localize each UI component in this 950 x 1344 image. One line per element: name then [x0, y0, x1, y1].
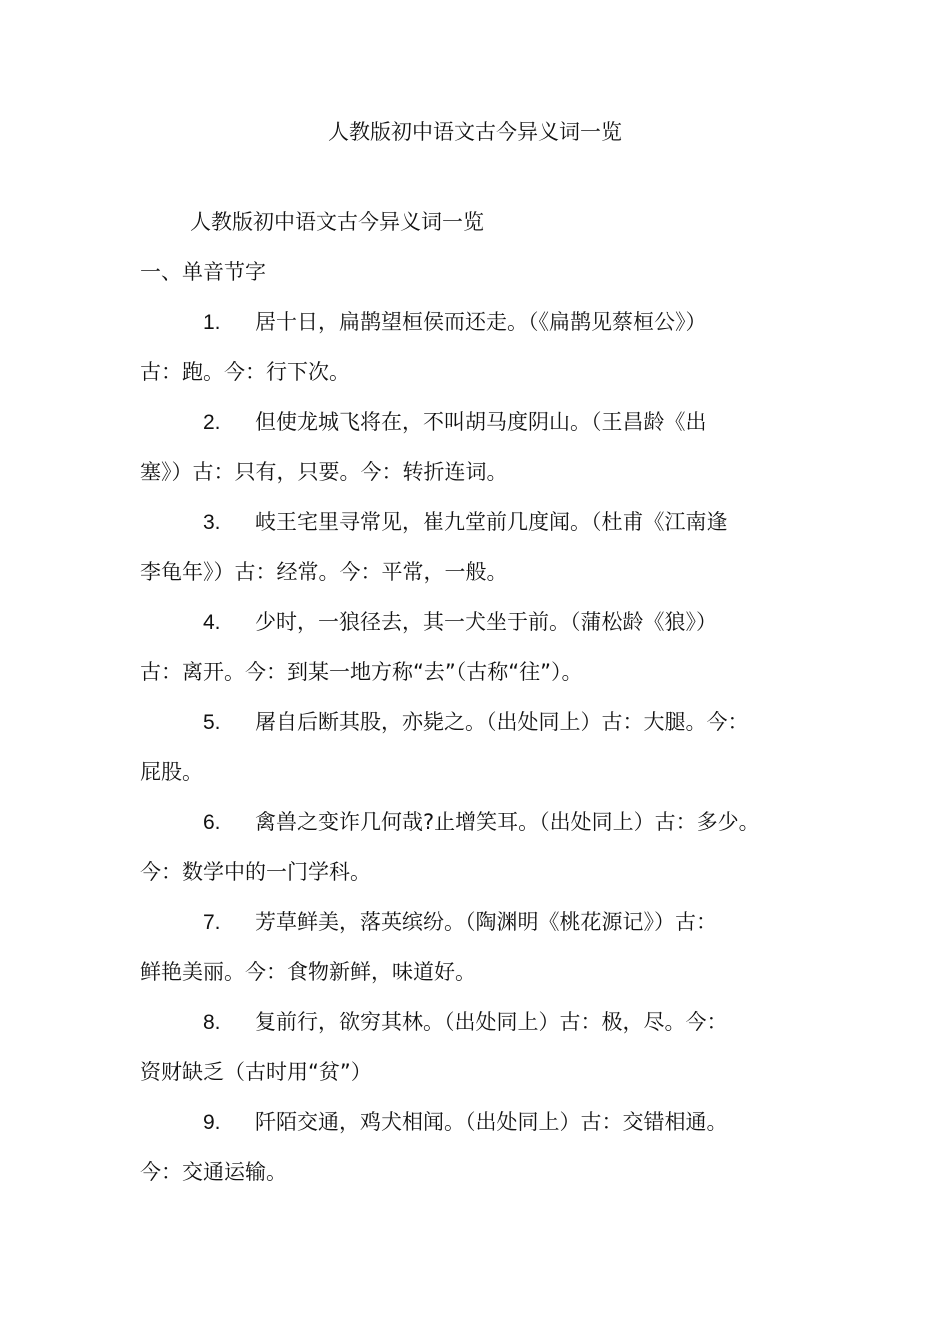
- document-subtitle: 人教版初中语文古今异义词一览: [190, 210, 484, 234]
- item-number: 2.: [203, 411, 221, 434]
- item-text: 屠自后断其股，亦毙之。（出处同上）古：大腿。今：: [255, 710, 749, 734]
- item-text: 禽兽之变诈几何哉?止增笑耳。（出处同上）古：多少。: [255, 810, 760, 834]
- list-item-4-line-2: 古：离开。今：到某一地方称“去”（古称“往”）。: [140, 660, 583, 684]
- list-item-6-line-2: 今：数学中的一门学科。: [140, 860, 371, 884]
- item-text: 居十日，扁鹊望桓侯而还走。（《扁鹊见蔡桓公》）: [255, 310, 707, 334]
- item-text: 芳草鲜美，落英缤纷。（陶渊明《桃花源记》）古：: [255, 910, 717, 934]
- item-text: 但使龙城飞将在，不叫胡马度阴山。（王昌龄《出: [255, 410, 707, 434]
- list-item-1-line-2: 古：跑。今：行下次。: [140, 360, 350, 384]
- list-item-3-line-2: 李龟年》）古：经常。今：平常，一般。: [140, 560, 508, 584]
- list-item-8-line-1: [203, 1006, 728, 1039]
- section-heading: 一、单音节字: [140, 260, 266, 284]
- list-item-7-line-2: 鲜艳美丽。今：食物新鲜，味道好。: [140, 960, 476, 984]
- item-number: 1.: [203, 311, 221, 334]
- list-item-9-line-2: 今：交通运输。: [140, 1160, 287, 1184]
- item-number: 5.: [203, 711, 221, 734]
- list-item-1-line-1: [203, 306, 707, 339]
- item-number: 8.: [203, 1011, 221, 1034]
- list-item-8-line-2: 资财缺乏（古时用“贫”）: [140, 1060, 372, 1084]
- list-item-7-line-1: [203, 906, 717, 939]
- item-text: 阡陌交通，鸡犬相闻。（出处同上）古：交错相通。: [255, 1110, 728, 1134]
- list-item-3-line-1: [203, 506, 728, 539]
- item-number: 9.: [203, 1111, 221, 1134]
- list-item-4-line-1: [203, 606, 717, 639]
- item-number: 6.: [203, 811, 221, 834]
- document-title: 人教版初中语文古今异义词一览: [328, 120, 622, 144]
- list-item-6-line-1: [203, 806, 760, 839]
- item-number: 7.: [203, 911, 221, 934]
- item-text: 复前行，欲穷其林。（出处同上）古：极，尽。今：: [255, 1010, 728, 1034]
- item-text: 少时，一狼径去，其一犬坐于前。（蒲松龄《狼》）: [255, 610, 717, 634]
- list-item-2-line-2: 塞》）古：只有，只要。今：转折连词。: [140, 460, 508, 484]
- item-number: 4.: [203, 611, 221, 634]
- item-number: 3.: [203, 511, 221, 534]
- item-text: 岐王宅里寻常见，崔九堂前几度闻。（杜甫《江南逢: [255, 510, 728, 534]
- list-item-5-line-2: 屁股。: [140, 760, 203, 784]
- list-item-2-line-1: [203, 406, 707, 439]
- list-item-5-line-1: [203, 706, 749, 739]
- list-item-9-line-1: [203, 1106, 728, 1139]
